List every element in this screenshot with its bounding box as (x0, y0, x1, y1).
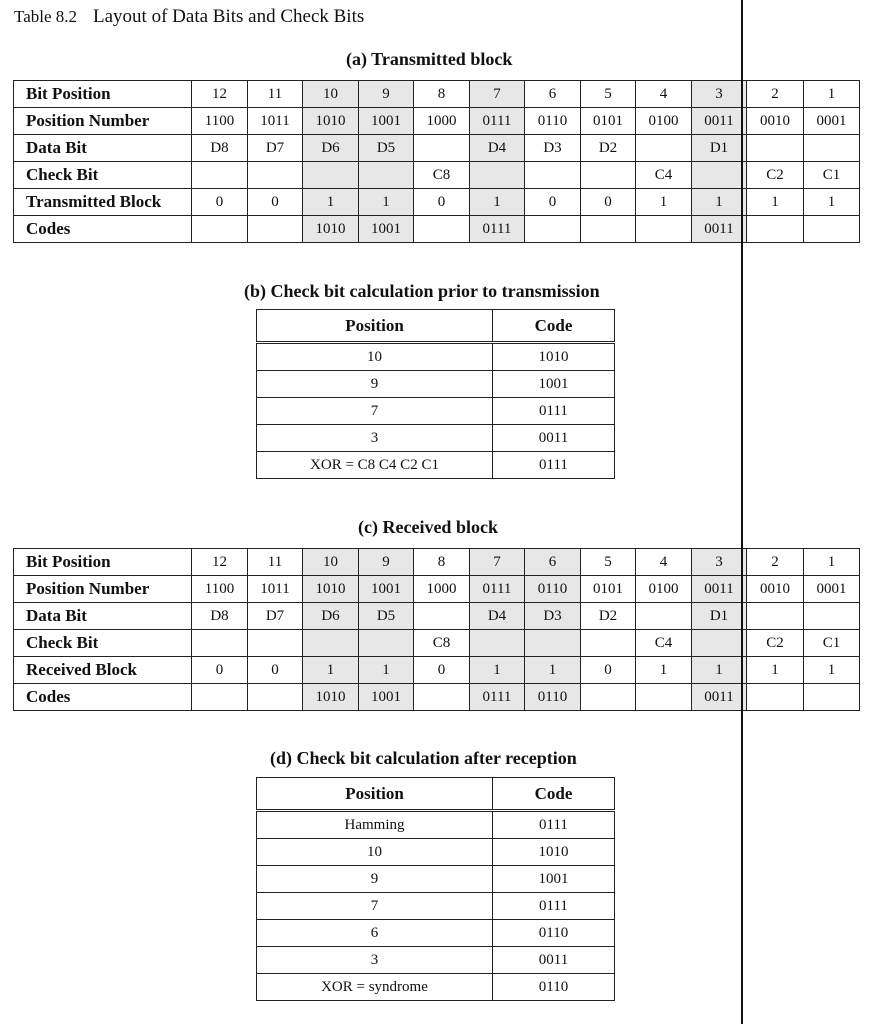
table-cell (303, 162, 359, 189)
table-cell: 0110 (493, 974, 615, 1001)
table-cell: XOR = syndrome (257, 974, 493, 1001)
table-cell: D3 (525, 135, 581, 162)
table-cell: 8 (414, 81, 470, 108)
table-cell: 1010 (493, 839, 615, 866)
table-cell: 6 (525, 81, 581, 108)
table-cell: 0 (581, 189, 636, 216)
table-cell: 1 (303, 657, 359, 684)
table-cell: C4 (636, 162, 692, 189)
table-cell: D3 (525, 603, 581, 630)
table-cell: 1 (804, 189, 860, 216)
table-cell: 1 (747, 189, 804, 216)
table-cell (470, 630, 525, 657)
table-cell (581, 630, 636, 657)
table-title: Layout of Data Bits and Check Bits (93, 6, 365, 27)
table-cell (248, 216, 303, 243)
table-cell: 10 (257, 839, 493, 866)
table-cell: 1 (804, 549, 860, 576)
table-cell: 7 (257, 398, 493, 425)
table-cell: 0111 (493, 811, 615, 839)
table-cell (414, 603, 470, 630)
table-cell: 1001 (359, 108, 414, 135)
table-cell: 1001 (493, 371, 615, 398)
row-label: Position Number (14, 576, 192, 603)
table-cell: 0111 (493, 452, 615, 479)
table-cell: 0110 (525, 108, 581, 135)
header-row (257, 310, 615, 343)
table-cell: 0010 (747, 576, 804, 603)
table-cell: 1001 (359, 684, 414, 711)
table-cell: 0 (581, 657, 636, 684)
table-cell (581, 684, 636, 711)
table-cell (692, 630, 747, 657)
table-cell (636, 135, 692, 162)
table-cell: 1 (804, 657, 860, 684)
table-cell: 9 (359, 549, 414, 576)
header-row (257, 778, 615, 811)
table-row (14, 549, 860, 576)
table-cell: 0110 (493, 920, 615, 947)
table-cell: 0010 (747, 108, 804, 135)
table-cell: C2 (747, 630, 804, 657)
table-cell: XOR = C8 C4 C2 C1 (257, 452, 493, 479)
table-cell (636, 603, 692, 630)
table-cell: 0 (192, 189, 248, 216)
table-cell (359, 162, 414, 189)
table-cell: C8 (414, 630, 470, 657)
section-b-title: (b) Check bit calculation prior to transmission (244, 281, 600, 301)
table-cell: 7 (257, 893, 493, 920)
table-cell: 1 (636, 657, 692, 684)
table-cell (525, 216, 581, 243)
scan-edge-line (741, 0, 743, 1024)
table-cell: D7 (248, 603, 303, 630)
section-c-title: (c) Received block (358, 517, 498, 537)
column-header: Position (257, 778, 493, 811)
table-cell: D5 (359, 135, 414, 162)
table-cell: 1 (692, 189, 747, 216)
table-cell (192, 630, 248, 657)
table-cell: 1 (303, 189, 359, 216)
table-cell (525, 162, 581, 189)
table-cell (192, 216, 248, 243)
table-cell: 0011 (692, 108, 747, 135)
table-cell: D1 (692, 603, 747, 630)
table-row (14, 162, 860, 189)
table-row (14, 108, 860, 135)
table-cell (248, 630, 303, 657)
table-cell: 0111 (470, 108, 525, 135)
table-row (257, 811, 615, 839)
table-row (14, 603, 860, 630)
table-cell: D6 (303, 135, 359, 162)
table-cell: 0100 (636, 108, 692, 135)
table-caption (14, 6, 364, 28)
section-a-title: (a) Transmitted block (346, 49, 513, 69)
row-label: Bit Position (14, 549, 192, 576)
table-cell: 0110 (525, 684, 581, 711)
table-cell: 1 (359, 189, 414, 216)
table-cell: C1 (804, 630, 860, 657)
table-cell: 1010 (493, 343, 615, 371)
table-cell: C1 (804, 162, 860, 189)
table-cell: 12 (192, 81, 248, 108)
table-row (14, 216, 860, 243)
table-cell (303, 630, 359, 657)
table-cell: 0011 (493, 947, 615, 974)
table-cell: 1 (470, 657, 525, 684)
table-cell: 0110 (525, 576, 581, 603)
row-label: Data Bit (14, 135, 192, 162)
table-cell: D5 (359, 603, 414, 630)
table-cell: 1010 (303, 684, 359, 711)
row-label: Data Bit (14, 603, 192, 630)
row-label: Check Bit (14, 630, 192, 657)
table-cell: 1011 (248, 576, 303, 603)
table-cell: 1 (359, 657, 414, 684)
table-row (14, 135, 860, 162)
table-cell: D2 (581, 135, 636, 162)
table-cell (747, 135, 804, 162)
table-cell: 0001 (804, 108, 860, 135)
table-cell: D6 (303, 603, 359, 630)
table-cell: 10 (257, 343, 493, 371)
table-cell: 0111 (470, 216, 525, 243)
table-cell (636, 216, 692, 243)
table-cell: 0011 (692, 684, 747, 711)
table-cell: 5 (581, 81, 636, 108)
table-cell: C8 (414, 162, 470, 189)
table-cell: D7 (248, 135, 303, 162)
table-cell: 0 (248, 657, 303, 684)
row-label: Position Number (14, 108, 192, 135)
table-row (14, 576, 860, 603)
table-cell: 4 (636, 549, 692, 576)
table-cell: 11 (248, 549, 303, 576)
table-cell: D8 (192, 603, 248, 630)
table-cell (804, 135, 860, 162)
table-cell: Hamming (257, 811, 493, 839)
table-cell (804, 603, 860, 630)
table-row (257, 398, 615, 425)
table-cell (248, 162, 303, 189)
table-cell: 1 (636, 189, 692, 216)
table-cell (804, 216, 860, 243)
table-cell: 1 (470, 189, 525, 216)
table-cell (192, 162, 248, 189)
table-cell: 10 (303, 549, 359, 576)
table-row (257, 866, 615, 893)
table-cell (692, 162, 747, 189)
table-cell: 8 (414, 549, 470, 576)
table-cell (359, 630, 414, 657)
table-row (257, 371, 615, 398)
table-cell: D2 (581, 603, 636, 630)
table-cell: 1 (747, 657, 804, 684)
table-cell (747, 216, 804, 243)
table-cell: 1 (804, 81, 860, 108)
table-cell: D4 (470, 603, 525, 630)
section-d-title: (d) Check bit calculation after reception (270, 748, 577, 768)
table-cell: 11 (248, 81, 303, 108)
table-cell: 0001 (804, 576, 860, 603)
table-row (14, 684, 860, 711)
table-cell: 0011 (692, 576, 747, 603)
table-cell: 1 (692, 657, 747, 684)
table-cell: 0111 (470, 684, 525, 711)
table-cell: 0101 (581, 576, 636, 603)
table-cell: 9 (257, 371, 493, 398)
table-cell (192, 684, 248, 711)
table-cell (414, 135, 470, 162)
table-cell: C2 (747, 162, 804, 189)
table-cell: 3 (692, 549, 747, 576)
column-header: Position (257, 310, 493, 343)
table-cell: 5 (581, 549, 636, 576)
table-cell: 9 (257, 866, 493, 893)
table-row (257, 452, 615, 479)
table-cell: 6 (257, 920, 493, 947)
table-cell: 0100 (636, 576, 692, 603)
table-cell: 1011 (248, 108, 303, 135)
table-row (257, 425, 615, 452)
row-label: Bit Position (14, 81, 192, 108)
row-label: Codes (14, 216, 192, 243)
table-cell: 3 (692, 81, 747, 108)
table-row (257, 974, 615, 1001)
table-cell: 1000 (414, 108, 470, 135)
table-cell: 0011 (493, 425, 615, 452)
table-cell: 2 (747, 549, 804, 576)
table-cell: 10 (303, 81, 359, 108)
table-cell: 1 (525, 657, 581, 684)
syndrome-calculation-table (256, 777, 615, 1001)
table-cell: 0 (248, 189, 303, 216)
table-cell: 0 (414, 189, 470, 216)
table-cell: 6 (525, 549, 581, 576)
table-cell (804, 684, 860, 711)
table-row (257, 343, 615, 371)
table-cell: 2 (747, 81, 804, 108)
table-cell: 4 (636, 81, 692, 108)
table-cell: 0 (192, 657, 248, 684)
row-label: Received Block (14, 657, 192, 684)
table-cell (470, 162, 525, 189)
table-cell: C4 (636, 630, 692, 657)
table-cell: 1100 (192, 108, 248, 135)
table-cell: 3 (257, 425, 493, 452)
table-cell: 3 (257, 947, 493, 974)
table-cell (414, 684, 470, 711)
table-cell: 1010 (303, 576, 359, 603)
table-cell: 0111 (493, 893, 615, 920)
check-bit-calculation-table (256, 309, 615, 479)
table-cell: 0 (414, 657, 470, 684)
table-row (257, 893, 615, 920)
table-cell: 9 (359, 81, 414, 108)
table-cell: 0101 (581, 108, 636, 135)
table-cell: 7 (470, 81, 525, 108)
table-cell (525, 630, 581, 657)
row-label: Transmitted Block (14, 189, 192, 216)
table-cell: D4 (470, 135, 525, 162)
table-cell (636, 684, 692, 711)
table-cell (747, 684, 804, 711)
table-cell (581, 162, 636, 189)
table-cell (248, 684, 303, 711)
table-number: Table 8.2 (14, 7, 78, 26)
table-cell: 1001 (359, 576, 414, 603)
table-row (14, 630, 860, 657)
row-label: Check Bit (14, 162, 192, 189)
table-cell: 0111 (470, 576, 525, 603)
table-row (257, 947, 615, 974)
table-cell: 12 (192, 549, 248, 576)
table-row (14, 189, 860, 216)
column-header: Code (493, 310, 615, 343)
table-cell: D8 (192, 135, 248, 162)
table-row (14, 657, 860, 684)
transmitted-block-table (13, 80, 860, 243)
table-cell (414, 216, 470, 243)
table-cell: 1001 (359, 216, 414, 243)
table-cell: 0111 (493, 398, 615, 425)
received-block-table (13, 548, 860, 711)
table-cell (581, 216, 636, 243)
table-cell: 7 (470, 549, 525, 576)
table-cell: 1001 (493, 866, 615, 893)
column-header: Code (493, 778, 615, 811)
row-label: Codes (14, 684, 192, 711)
table-cell: 1100 (192, 576, 248, 603)
table-cell: 1010 (303, 216, 359, 243)
table-row (257, 920, 615, 947)
table-cell: 1000 (414, 576, 470, 603)
table-row (14, 81, 860, 108)
table-cell: D1 (692, 135, 747, 162)
table-cell (747, 603, 804, 630)
table-cell: 1010 (303, 108, 359, 135)
table-cell: 0 (525, 189, 581, 216)
table-cell: 0011 (692, 216, 747, 243)
table-row (257, 839, 615, 866)
